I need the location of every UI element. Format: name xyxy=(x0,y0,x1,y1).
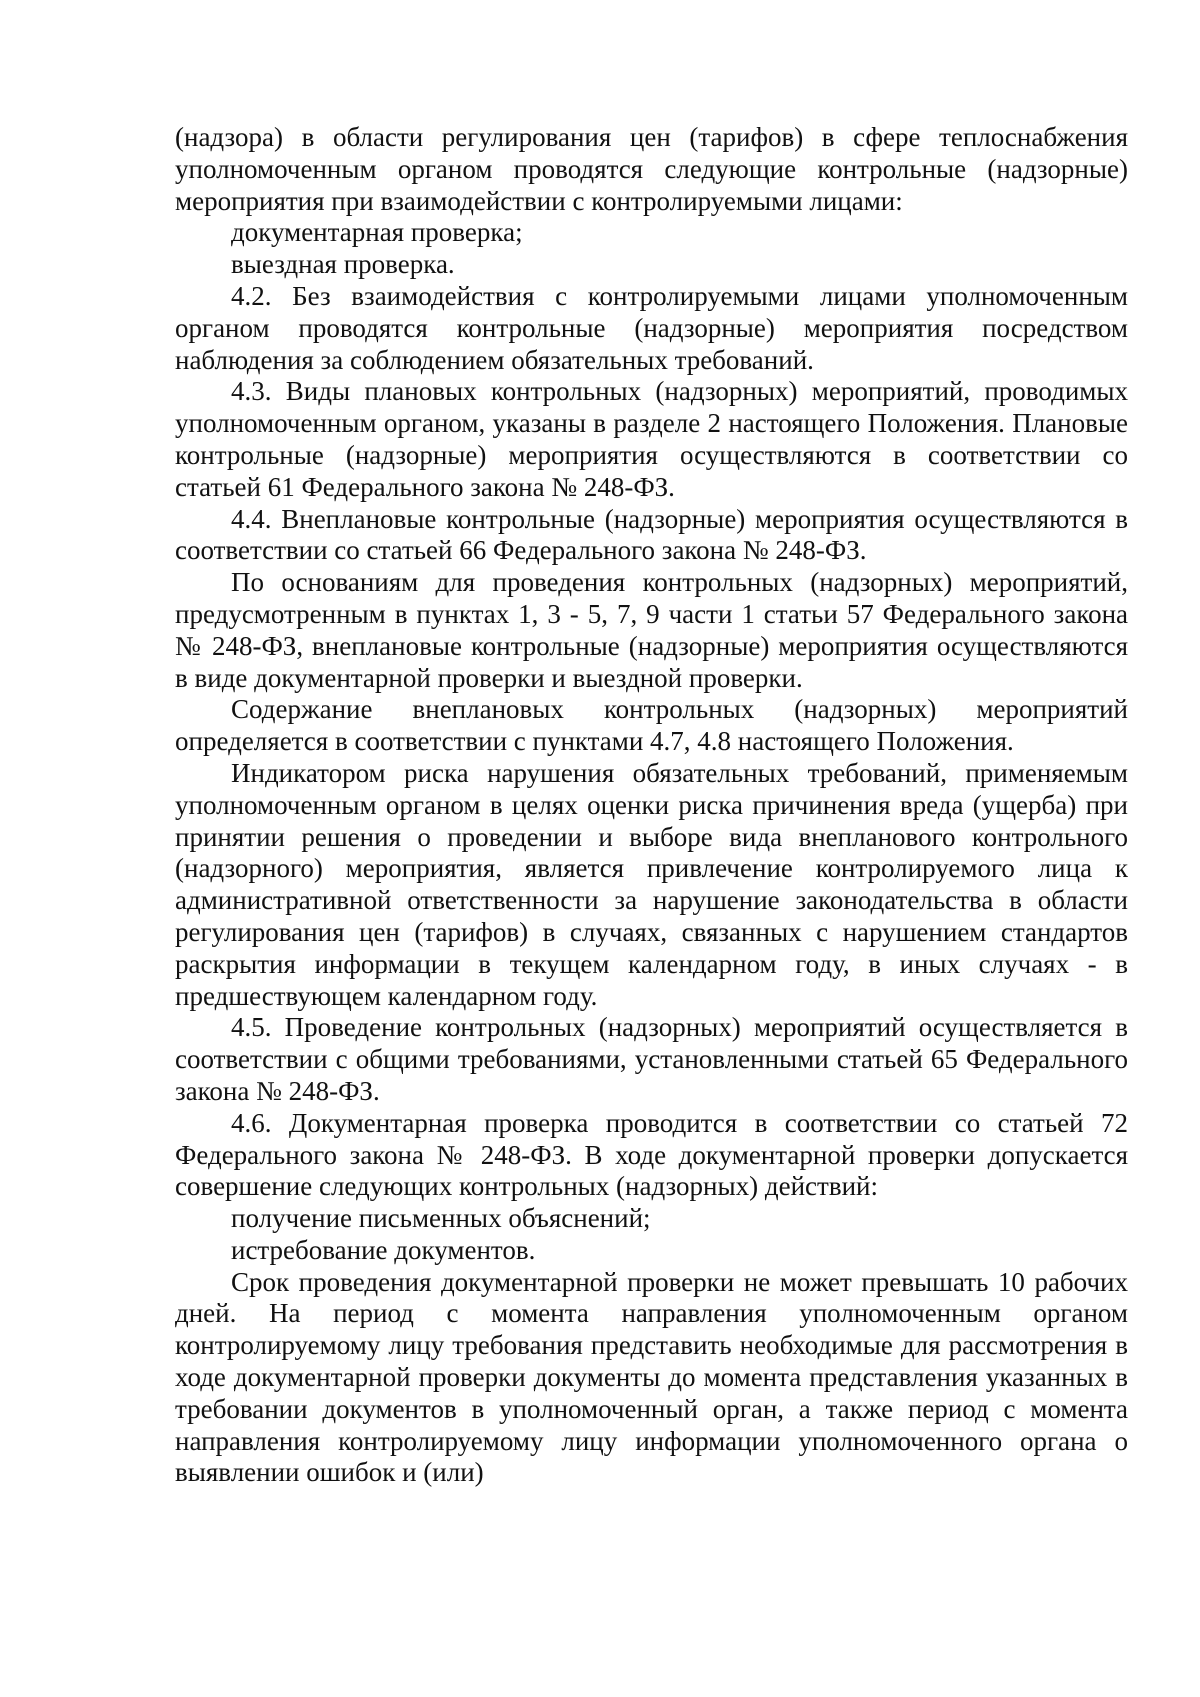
paragraph-4-4: 4.4. Внеплановые контрольные (надзорные) мероприятия осуществляются в соответствии со статьей 66 Федерального закона № 248-ФЗ. xyxy=(175,503,1128,566)
list-item-written-explanations: получение письменных объяснений; xyxy=(231,1203,651,1234)
paragraph-risk-indicator: Индикатором риска нарушения обязательных требований, применяемым уполномоченным органом в целях оценки риска причинения вреда (ущерба) при принятии решения о проведении и выборе вида внепланового контрольного (надзорного) мероприятия, является привлечение контролируемого лица к административной ответственности за нарушение законодательства в области регулирования цен (тарифов) в случаях, связанных с нарушением стандартов раскрытия информации в текущем календарном году, в иных случаях - в предшествующем календарном году. xyxy=(175,757,1128,1011)
list-item-documentary-inspection: документарная проверка; xyxy=(231,217,523,248)
paragraph-continuation: (надзора) в области регулирования цен (тарифов) в сфере теплоснабжения уполномоченным органом проводятся следующие контрольные (надзорные) мероприятия при взаимодействии с контролируемыми лицами: xyxy=(175,122,1128,216)
list-item-document-request: истребование документов. xyxy=(231,1234,536,1265)
paragraph-4-5: 4.5. Проведение контрольных (надзорных) мероприятий осуществляется в соответствии с общими требованиями, установленными статьей 65 Федерального закона № 248-ФЗ. xyxy=(175,1012,1128,1106)
paragraph-grounds: По основаниям для проведения контрольных (надзорных) мероприятий, предусмотренным в пунктах 1, 3 - 5, 7, 9 части 1 статьи 57 Федерального закона № 248-ФЗ, внеплановые контрольные (надзорные) мероприятия осуществляются в виде документарной проверки и выездной проверки. xyxy=(175,567,1128,693)
document-body xyxy=(175,122,1128,1489)
list-item-field-inspection: выездная проверка. xyxy=(231,249,455,280)
paragraph-4-3: 4.3. Виды плановых контрольных (надзорных) мероприятий, проводимых уполномоченным органом, указаны в разделе 2 настоящего Положения. Плановые контрольные (надзорные) мероприятия осуществляются в соответствии со статьей 61 Федерального закона № 248-ФЗ. xyxy=(175,376,1128,502)
paragraph-content: Содержание внеплановых контрольных (надзорных) мероприятий определяется в соответствии с пунктами 4.7, 4.8 настоящего Положения. xyxy=(175,694,1128,757)
paragraph-inspection-term: Срок проведения документарной проверки не может превышать 10 рабочих дней. На период с момента направления уполномоченным органом контролируемому лицу требования представить необходимые для рассмотрения в ходе документарной проверки документы до момента представления указанных в требовании документов в уполномоченный орган, а также период с момента направления контролируемому лицу информации уполномоченного органа о выявлении ошибок и (или) xyxy=(175,1266,1128,1488)
paragraph-4-2: 4.2. Без взаимодействия с контролируемыми лицами уполномоченным органом проводятся контрольные (надзорные) мероприятия посредством наблюдения за соблюдением обязательных требований. xyxy=(175,280,1128,375)
paragraph-4-6: 4.6. Документарная проверка проводится в соответствии со статьей 72 Федерального закона № 248-ФЗ. В ходе документарной проверки допускается совершение следующих контрольных (надзорных) действий: xyxy=(175,1107,1128,1202)
